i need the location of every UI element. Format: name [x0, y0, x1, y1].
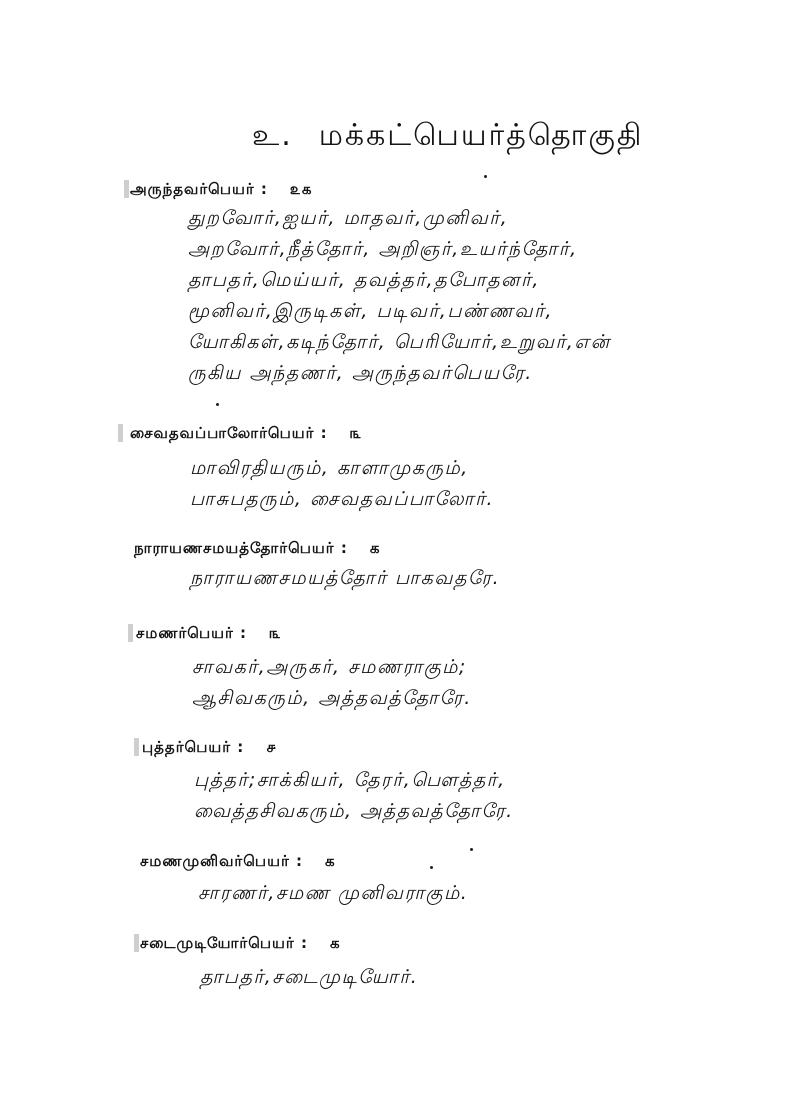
section-heading	[142, 738, 277, 758]
title-number: உ.	[252, 118, 293, 153]
verse-line: யோகிகள்,கடிந்தோர், பெரியோர்,உறுவர்,என்	[188, 331, 611, 353]
section-heading	[140, 852, 336, 872]
scan-edge-mark	[118, 424, 123, 442]
section-count: ௪	[266, 738, 278, 756]
section-heading	[130, 424, 362, 444]
verse-line: அறவோர்,நீத்தோர், அறிஞர்,உயர்ந்தோர்,	[188, 238, 578, 260]
section-count: ௨௧	[289, 180, 313, 198]
section-count: ௩	[269, 624, 282, 642]
verse-block	[190, 563, 500, 594]
verse-line: ஆசிவகரும், அத்தவத்தோரே.	[192, 687, 472, 709]
scan-edge-mark	[134, 738, 139, 756]
verse-line: ருகிய அந்தணர், அருந்தவர்பெயரே.	[188, 362, 533, 384]
scan-speck	[484, 175, 487, 178]
title-text: மக்கட்பெயர்த்தொகுதி	[318, 118, 644, 153]
verse-block	[190, 453, 494, 515]
section-heading-text: சமணர்பெயர் :	[136, 624, 248, 642]
section-heading-text: அருந்தவர்பெயர் :	[130, 180, 268, 198]
scan-edge-mark	[124, 180, 129, 198]
section-count: க	[369, 539, 381, 557]
section-heading-text: சைவதவப்பாலோர்பெயர் :	[130, 424, 328, 442]
verse-line: புத்தர்;சாக்கியர், தேரர்,பௌத்தர்,	[194, 769, 506, 791]
scan-speck	[430, 866, 433, 869]
page-title	[252, 118, 643, 157]
section-heading-text: சடைமுடியோர்பெயர் :	[140, 934, 308, 952]
verse-block	[200, 962, 418, 993]
verse-line: சாவகர்,அருகர், சமணராகும்;	[192, 656, 467, 678]
verse-line: துறவோர்,ஐயர், மாதவர்,முனிவர்,	[188, 207, 509, 229]
scan-edge-mark	[134, 934, 139, 952]
verse-line: தாபதர்,சடைமுடியோர்.	[200, 966, 419, 988]
section-heading	[130, 180, 313, 200]
verse-block	[198, 878, 468, 909]
section-heading	[136, 624, 282, 644]
verse-line: மூனிவர்,இருடிகள், படிவர்,பண்ணவர்,	[188, 300, 554, 322]
scan-edge-mark	[128, 624, 133, 642]
verse-block	[188, 203, 611, 389]
verse-line: வைத்தசிவகரும், அத்தவத்தோரே.	[194, 800, 514, 822]
section-heading	[134, 539, 380, 559]
section-heading-text: புத்தர்பெயர் :	[142, 738, 245, 756]
verse-line: தாபதர்,மெய்யர், தவத்தர்,தபோதனர்,	[188, 269, 540, 291]
section-heading	[140, 934, 341, 954]
section-count: க	[329, 934, 341, 952]
section-count: ௩	[349, 424, 363, 442]
verse-block	[194, 765, 514, 827]
verse-block	[192, 652, 472, 714]
verse-line: சாரணர்,சமண முனிவராகும்.	[198, 882, 469, 904]
verse-line: மாவிரதியரும், காளாமுகரும்,	[190, 457, 469, 479]
scan-speck	[470, 848, 473, 851]
scan-speck	[216, 403, 219, 406]
verse-line: பாசுபதரும், சைவதவப்பாலோர்.	[190, 488, 495, 510]
section-heading-text: சமணமுனிவர்பெயர் :	[140, 852, 304, 870]
verse-line: நாராயணசமயத்தோர் பாகவதரே.	[190, 567, 501, 589]
section-count: க	[325, 852, 336, 870]
section-heading-text: நாராயணசமயத்தோர்பெயர் :	[134, 539, 348, 557]
